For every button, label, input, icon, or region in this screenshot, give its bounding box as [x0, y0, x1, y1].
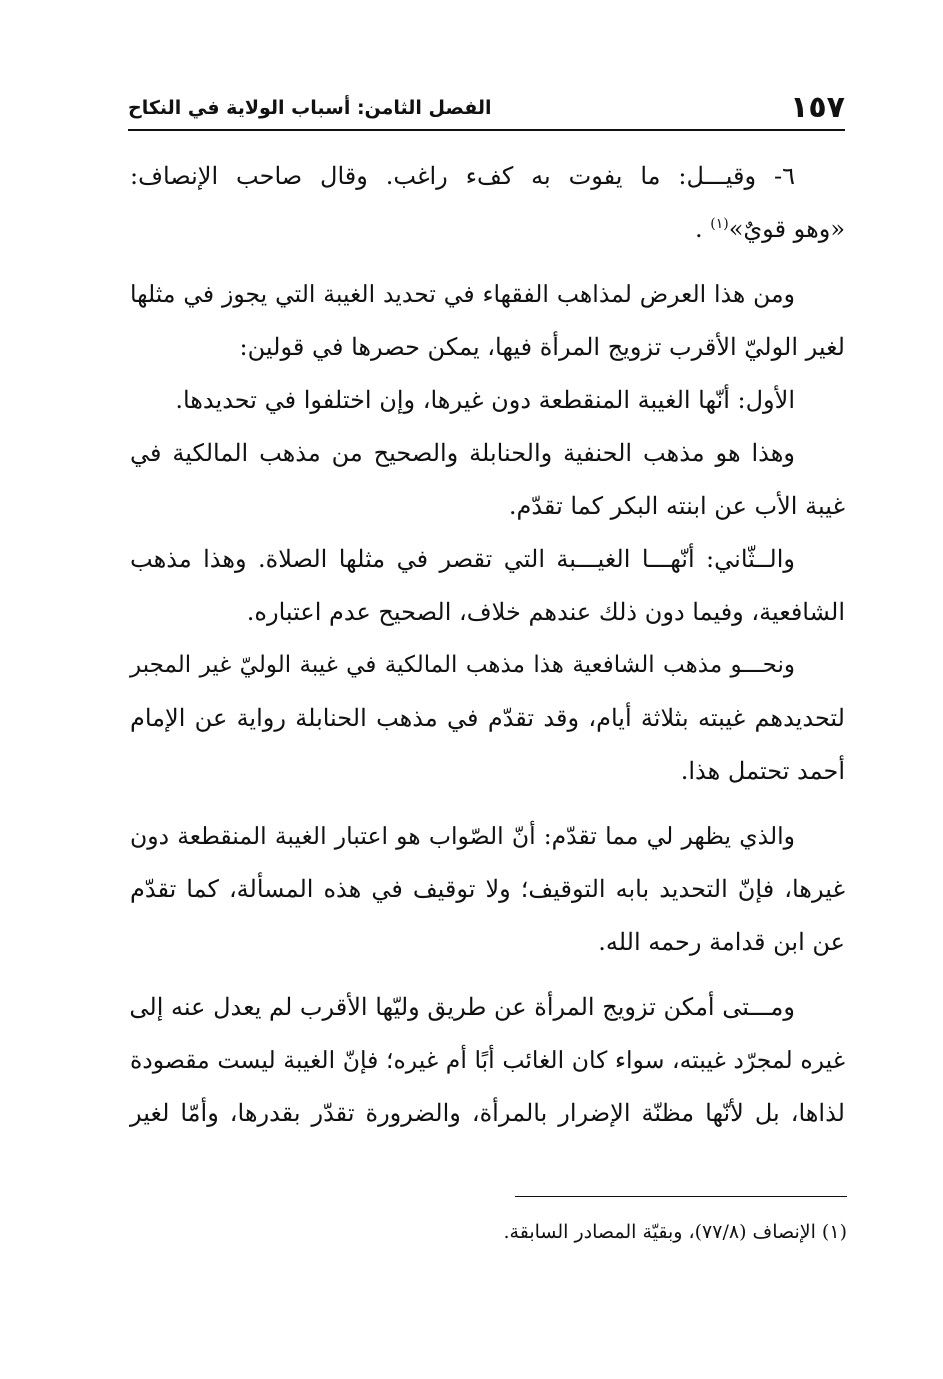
page-number: ١٥٧	[790, 90, 845, 125]
text-line: غيره لمجرّد غيبته، سواء كان الغائب أبًا أم غيره؛ فإنّ الغيبة ليست مقصودة	[130, 1046, 845, 1074]
text-line: غيبة الأب عن ابنته البكر كما تقدّم.	[508, 492, 845, 520]
text-line: لغير الوليّ الأقرب تزويج المرأة فيها، يمكن حصرها في قولين:	[239, 333, 845, 361]
text-line: لذاها، بل لأنّها مظنّة الإضرار بالمرأة، والضرورة تقدّر بقدرها، وأمّا لغير	[130, 1099, 845, 1127]
text-line: ومـــتى أمكن تزويج المرأة عن طريق وليّها الأقرب لم يعدل عنه إلى	[129, 993, 795, 1021]
chapter-title: الفصل الثامن: أسباب الولاية في النكاح	[128, 97, 492, 119]
footnote-separator	[515, 1196, 847, 1197]
text-line: الأول: أنّها الغيبة المنقطعة دون غيرها، وإن اختلفوا في تحديدها.	[175, 386, 795, 414]
footnote: (١) الإنصاف (٧٧/٨)، وبقيّة المصادر السابقة.	[503, 1221, 847, 1243]
line-period: .	[694, 215, 703, 243]
text-line: لتحديدهم غيبته بثلاثة أيام، وقد تقدّم في مذهب الحنابلة رواية عن الإمام	[130, 704, 845, 732]
text-line: ونحـــو مذهب الشافعية هذا مذهب المالكية في غيبة الوليّ غير المجبر	[130, 652, 795, 678]
text-line: أحمد تحتمل هذا.	[680, 757, 845, 785]
text-line: غيرها، فإنّ التحديد بابه التوقيف؛ ولا توقيف في هذه المسألة، كما تقدّم	[130, 875, 845, 903]
paragraph-gap	[130, 798, 845, 810]
text-line	[130, 203, 845, 256]
body-text	[130, 150, 845, 1140]
text-line: ومن هذا العرض لمذاهب الفقهاء في تحديد الغيبة التي يجوز في مثلها	[130, 280, 795, 308]
text-line: وهذا هو مذهب الحنفية والحنابلة والصحيح من مذهب المالكية في	[130, 439, 795, 467]
text-line: الشافعية، وفيما دون ذلك عندهم خلاف، الصحيح عدم اعتباره.	[246, 598, 845, 626]
text-line: والذي يظهر لي مما تقدّم: أنّ الصّواب هو اعتبار الغيبة المنقطعة دون	[130, 822, 795, 850]
text-line: والــثّاني: أنّهـــا الغيـــبة التي تقصر في مثلها الصلاة. وهذا مذهب	[130, 545, 796, 573]
paragraph-gap	[130, 969, 845, 981]
quote-text: «وهو قويٌ»	[728, 215, 845, 243]
paragraph-gap	[130, 256, 845, 268]
footnote-reference: (١)	[710, 216, 729, 232]
header-rule	[128, 129, 845, 131]
text-line: عن ابن قدامة رحمه الله.	[598, 928, 845, 956]
text-line: ٦- وقيـــل: ما يفوت به كفء راغب. وقال صاحب الإنصاف:	[130, 162, 796, 190]
page-header	[128, 88, 845, 128]
